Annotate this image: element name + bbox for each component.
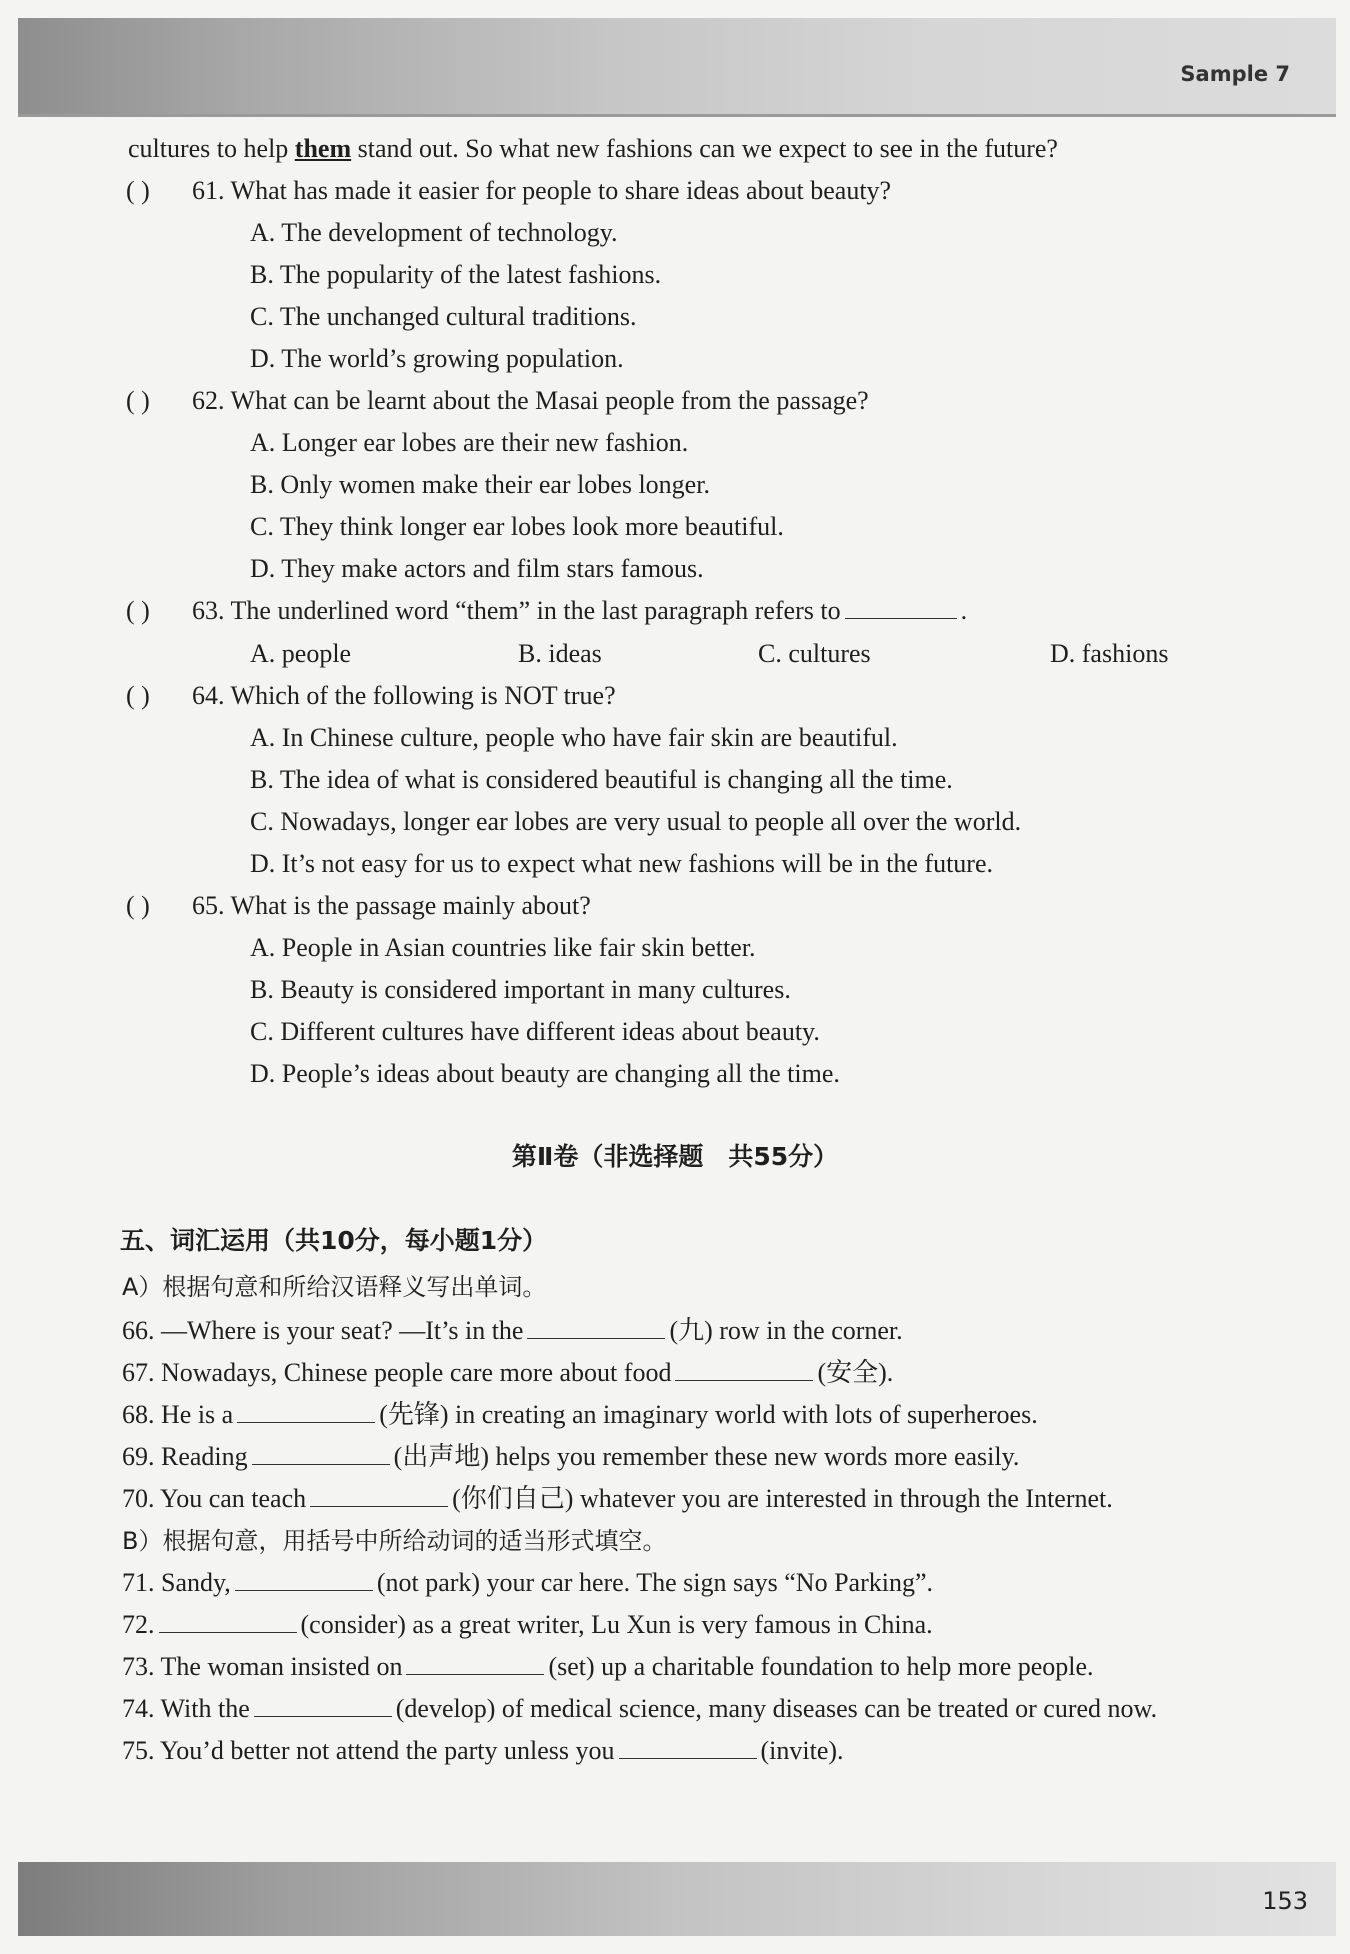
- item-text: 66. —Where is your seat? —It’s in the: [122, 1316, 524, 1345]
- item-hint: (出声地) helps you remember these new words more easily.: [393, 1442, 1020, 1471]
- answer-blank[interactable]: [254, 1694, 392, 1717]
- passage-text-before: cultures to help: [128, 134, 295, 163]
- option-c: C. cultures: [758, 639, 871, 668]
- option-a: A. In Chinese culture, people who have fair skin are beautiful.: [250, 723, 898, 752]
- answer-blank[interactable]: [310, 1484, 448, 1507]
- question-stem: 62. What can be learnt about the Masai people from the passage?: [192, 386, 869, 415]
- answer-blank[interactable]: [675, 1358, 813, 1381]
- answer-blank[interactable]: [237, 1400, 375, 1423]
- item-hint: (安全).: [817, 1358, 894, 1387]
- part-b-instruction: B）根据句意，用括号中所给动词的适当形式填空。: [122, 1527, 667, 1555]
- item-text: 68. He is a: [122, 1400, 234, 1429]
- item-text: 75. You’d better not attend the party unless you: [122, 1736, 615, 1765]
- option-b: B. ideas: [518, 639, 602, 668]
- answer-parenthesis[interactable]: ( ): [126, 386, 150, 415]
- sample-label: Sample 7: [1180, 62, 1290, 86]
- answer-blank[interactable]: [527, 1316, 665, 1339]
- answer-blank[interactable]: [159, 1610, 297, 1633]
- passage-text-after: stand out. So what new fashions can we expect to see in the future?: [351, 134, 1058, 163]
- vocab-item-72: [122, 1610, 933, 1640]
- question-stem: 61. What has made it easier for people to share ideas about beauty?: [192, 176, 892, 205]
- option-a: A. People in Asian countries like fair skin better.: [250, 933, 756, 962]
- answer-parenthesis[interactable]: ( ): [126, 681, 150, 710]
- answer-blank[interactable]: [235, 1568, 373, 1591]
- item-hint: (invite).: [760, 1736, 844, 1765]
- option-c: C. Different cultures have different ideas about beauty.: [250, 1017, 820, 1046]
- vocab-item-66: [122, 1316, 903, 1346]
- item-hint: (not park) your car here. The sign says “No Parking”.: [376, 1568, 933, 1597]
- vocab-item-67: [122, 1358, 893, 1388]
- option-b: B. The idea of what is considered beautiful is changing all the time.: [250, 765, 953, 794]
- item-text: 70. You can teach: [122, 1484, 307, 1513]
- vocab-item-69: [122, 1442, 1019, 1472]
- item-hint: (你们自己) whatever you are interested in through the Internet.: [452, 1484, 1113, 1513]
- question-stem: 64. Which of the following is NOT true?: [192, 681, 616, 710]
- section-title: 第Ⅱ卷（非选择题 共55分）: [511, 1142, 839, 1171]
- option-b: B. Beauty is considered important in many cultures.: [250, 975, 791, 1004]
- answer-parenthesis[interactable]: ( ): [126, 596, 150, 625]
- option-a: A. The development of technology.: [250, 218, 618, 247]
- item-hint: (九) row in the corner.: [669, 1316, 903, 1345]
- answer-blank[interactable]: [619, 1736, 757, 1759]
- answer-blank[interactable]: [252, 1442, 390, 1465]
- option-d: D. The world’s growing population.: [250, 344, 624, 373]
- option-c: C. The unchanged cultural traditions.: [250, 302, 637, 331]
- item-text: 67. Nowadays, Chinese people care more about food: [122, 1358, 672, 1387]
- vocab-heading: 五、词汇运用（共10分，每小题1分）: [120, 1226, 548, 1255]
- item-text: 74. With the: [122, 1694, 250, 1723]
- option-d: D. They make actors and film stars famous.: [250, 554, 704, 583]
- question-stem: 63. The underlined word “them” in the last paragraph refers to: [192, 596, 841, 625]
- vocab-item-68: [122, 1400, 1038, 1430]
- item-text: 71. Sandy,: [122, 1568, 231, 1597]
- vocab-item-73: [122, 1652, 1094, 1682]
- answer-blank[interactable]: [845, 596, 957, 619]
- option-b: B. Only women make their ear lobes longer.: [250, 470, 710, 499]
- vocab-item-71: [122, 1568, 933, 1598]
- part-a-instruction: A）根据句意和所给汉语释义写出单词。: [122, 1273, 547, 1301]
- answer-parenthesis[interactable]: ( ): [126, 176, 150, 205]
- option-d: D. fashions: [1050, 639, 1169, 668]
- passage-line: [128, 134, 1058, 164]
- item-hint: (set) up a charitable foundation to help more people.: [548, 1652, 1094, 1681]
- item-text: 72.: [122, 1610, 155, 1639]
- item-text: 73. The woman insisted on: [122, 1652, 403, 1681]
- item-hint: (consider) as a great writer, Lu Xun is very famous in China.: [300, 1610, 933, 1639]
- option-a: A. Longer ear lobes are their new fashion.: [250, 428, 689, 457]
- option-c: C. They think longer ear lobes look more beautiful.: [250, 512, 784, 541]
- underlined-word: them: [294, 134, 352, 163]
- option-b: B. The popularity of the latest fashions.: [250, 260, 662, 289]
- vocab-item-74: [122, 1694, 1157, 1724]
- answer-blank[interactable]: [406, 1652, 544, 1675]
- question-stem: 65. What is the passage mainly about?: [192, 891, 591, 920]
- option-d: D. It’s not easy for us to expect what new fashions will be in the future.: [250, 849, 993, 878]
- item-text: 69. Reading: [122, 1442, 248, 1471]
- page-number: 153: [1262, 1887, 1308, 1915]
- answer-parenthesis[interactable]: ( ): [126, 891, 150, 920]
- item-hint: (先锋) in creating an imaginary world with lots of superheroes.: [379, 1400, 1038, 1429]
- option-a: A. people: [250, 639, 352, 668]
- vocab-item-70: [122, 1484, 1113, 1514]
- question-stem-end: .: [960, 596, 968, 625]
- vocab-item-75: [122, 1736, 844, 1766]
- option-d: D. People’s ideas about beauty are changing all the time.: [250, 1059, 840, 1088]
- option-c: C. Nowadays, longer ear lobes are very usual to people all over the world.: [250, 807, 1022, 836]
- item-hint: (develop) of medical science, many diseases can be treated or cured now.: [395, 1694, 1158, 1723]
